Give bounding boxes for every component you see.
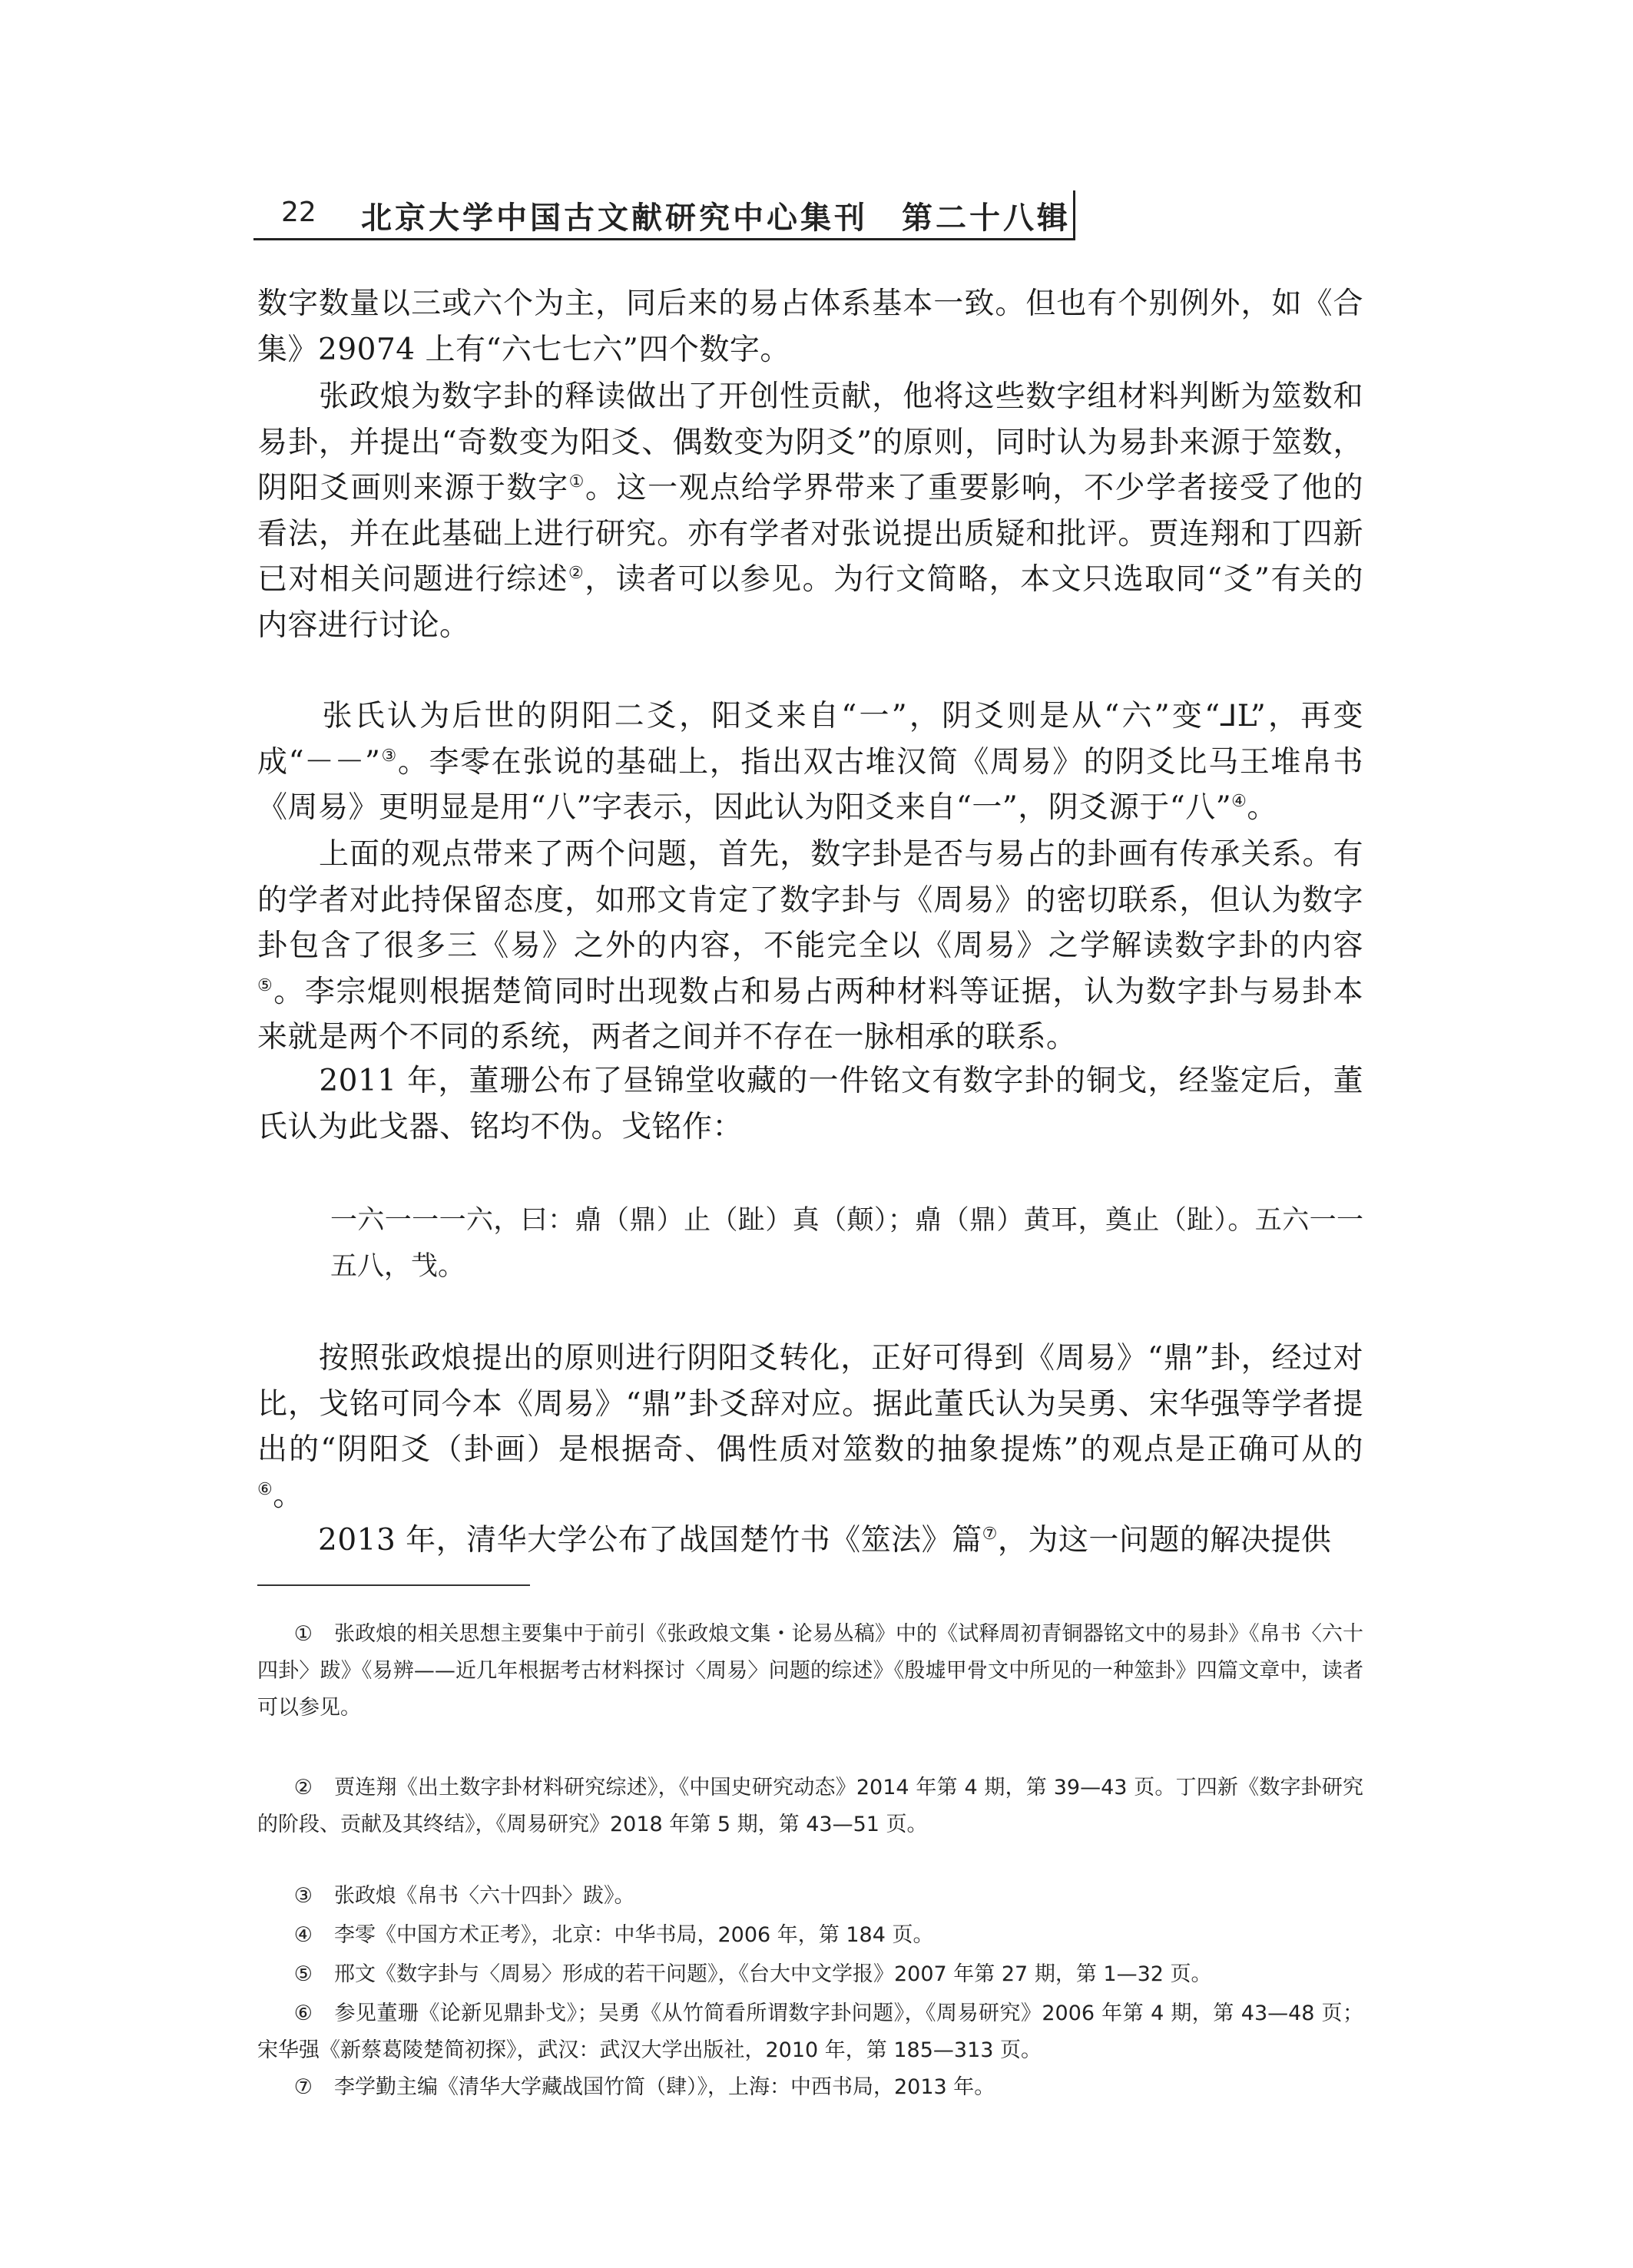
footnote-separator <box>257 1584 530 1586</box>
footnote-text: 张政烺《帛书〈六十四卦〉跋》。 <box>334 1884 635 1908</box>
footnote <box>257 1770 1363 1843</box>
paragraph-text: 2013 年，清华大学公布了战国楚竹书《筮法》篇 <box>257 1523 982 1558</box>
running-header <box>253 190 1075 240</box>
paragraph-3 <box>257 694 1363 831</box>
header-rule-vertical <box>1073 190 1075 238</box>
paragraph-text: 张政烺为数字卦的释读做出了开创性贡献，他将这些数字组材料判断为筮数和易卦，并提出“奇数变为阳爻、偶数变为阴爻”的原则，同时认为易卦来源于筮数，阴阳爻画则来源于数字 <box>257 379 1363 505</box>
footnote-text: 李学勤主编《清华大学藏战国竹简（肆）》，上海：中西书局，2013 年。 <box>334 2075 995 2099</box>
block-quote <box>330 1198 1363 1290</box>
paragraph-text: 按照张政烺提出的原则进行阴阳爻转化，正好可得到《周易》“鼎”卦，经过对比，戈铭可同今本《周易》“鼎”卦爻辞对应。据此董氏认为吴勇、宋华强等学者提出的“阴阳爻（卦画）是根据奇、偶性质对筮数的抽象提炼”的观点是正确可从的 <box>257 1341 1363 1467</box>
footnote-ref[interactable]: ⑤ <box>257 975 274 995</box>
footnote-mark: ⑤ <box>293 1962 313 1986</box>
footnote <box>257 1878 1363 1915</box>
footnote-mark: ③ <box>293 1884 313 1908</box>
footnote-mark: ④ <box>293 1923 313 1947</box>
paragraph-text: 。李零在张说的基础上，指出双古堆汉简《周易》的阴爻比马王堆帛书《周易》更明显是用“八”字表示，因此认为阳爻来自“一”，阴爻源于“八” <box>257 744 1363 825</box>
footnote-ref[interactable]: ⑦ <box>982 1525 998 1544</box>
footnote <box>257 1995 1363 2069</box>
footnote-ref[interactable]: ⑥ <box>257 1479 273 1499</box>
footnote-text: 张政烺的相关思想主要集中于前引《张政烺文集・论易丛稿》中的《试释周初青铜器铭文中的易卦》《帛书〈六十四卦〉跋》《易辨——近几年根据考古材料探讨〈周易〉问题的综述》《殷墟甲骨文中所见的一种筮卦》四篇文章中，读者可以参见。 <box>257 1622 1363 1720</box>
paragraph-text: 数字数量以三或六个为主，同后来的易占体系基本一致。但也有个别例外，如《合集》29074 上有“六七七六”四个数字。 <box>257 286 1363 367</box>
paragraph-1 <box>257 281 1363 372</box>
paragraph-text: 。李宗焜则根据楚简同时出现数占和易占两种材料等证据，认为数字卦与易卦本来就是两个不同的系统，两者之间并不存在一脉相承的联系。 <box>257 974 1363 1055</box>
footnote-text: 贾连翔《出土数字卦材料研究综述》，《中国史研究动态》2014 年第 4 期，第 39—43 页。丁四新《数字卦研究的阶段、贡献及其终结》，《周易研究》2018 年第 5 期，第 43—51 页。 <box>257 1776 1363 1836</box>
footnote <box>257 1616 1363 1727</box>
footnote-text: 李零《中国方术正考》，北京：中华书局，2006 年，第 184 页。 <box>334 1923 934 1947</box>
paragraph-text: 2011 年，董珊公布了昼锦堂收藏的一件铭文有数字卦的铜戈，经鉴定后，董氏认为此戈器、铭均不伪。戈铭作： <box>257 1064 1363 1144</box>
paragraph-7 <box>257 1518 1363 1564</box>
footnote-ref[interactable]: ④ <box>1231 792 1247 811</box>
footnote-text: 邢文《数字卦与〈周易〉形成的若干问题》，《台大中文学报》2007 年第 27 期，第 1—32 页。 <box>334 1962 1212 1986</box>
footnote-mark: ⑦ <box>293 2075 313 2099</box>
footnote-mark: ② <box>293 1776 313 1800</box>
paragraph-2 <box>257 374 1363 648</box>
footnote <box>257 2069 1363 2106</box>
footnote-mark: ⑥ <box>293 2001 313 2025</box>
quote-text-end: 𢦏。 <box>411 1250 465 1282</box>
paragraph-6 <box>257 1336 1363 1518</box>
paragraph-text: 上面的观点带来了两个问题，首先，数字卦是否与易占的卦画有传承关系。有的学者对此持保留态度，如邢文肯定了数字卦与《周易》的密切联系，但认为数字卦包含了很多三《易》之外的内容，不能完全以《周易》之学解读数字卦的内容 <box>257 837 1363 963</box>
paragraph-text: 。这一观点给学界带来了重要影响，不少学者接受了他的看法，并在此基础上进行研究。亦有学者对张说提出质疑和批评。贾连翔和丁四新已对相关问题进行综述 <box>257 471 1363 597</box>
footnote <box>257 1917 1363 1954</box>
paragraph-4 <box>257 832 1363 1061</box>
page-number: 22 <box>281 197 316 228</box>
footnote-ref[interactable]: ③ <box>380 746 398 766</box>
footnote <box>257 1956 1363 1993</box>
footnote-text: 参见董珊《论新见鼎卦戈》；吴勇《从竹简看所谓数字卦问题》，《周易研究》2006 年第 4 期，第 43—48 页；宋华强《新蔡葛陵楚简初探》，武汉：武汉大学出版社，2010 年，第 185—313 页。 <box>257 2001 1363 2062</box>
quote-text: 一六一一一六，曰：鼑（鼎）止（趾）真（颠）；鼑（鼎）黄耳，奠止（趾）。五六一一五八， <box>330 1205 1363 1282</box>
footnote-mark: ① <box>293 1622 313 1646</box>
paragraph-text: 。 <box>1247 790 1277 825</box>
footnote-ref[interactable]: ② <box>568 564 585 583</box>
paragraph-text: 。 <box>273 1478 303 1513</box>
footnote-ref[interactable]: ① <box>568 472 585 492</box>
paragraph-text: ，为这一问题的解决提供 <box>997 1523 1332 1558</box>
paragraph-text: ，读者可以参见。为行文简略，本文只选取同“爻”有关的内容进行讨论。 <box>257 562 1363 643</box>
running-title: 北京大学中国古文献研究中心集刊 第二十八辑 <box>361 200 1071 236</box>
paragraph-text: 张氏认为后世的阴阳二爻，阳爻来自“一”，阴爻则是从“六”变“⅃L”，再变成“－－” <box>257 699 1363 780</box>
paragraph-5 <box>257 1058 1363 1150</box>
